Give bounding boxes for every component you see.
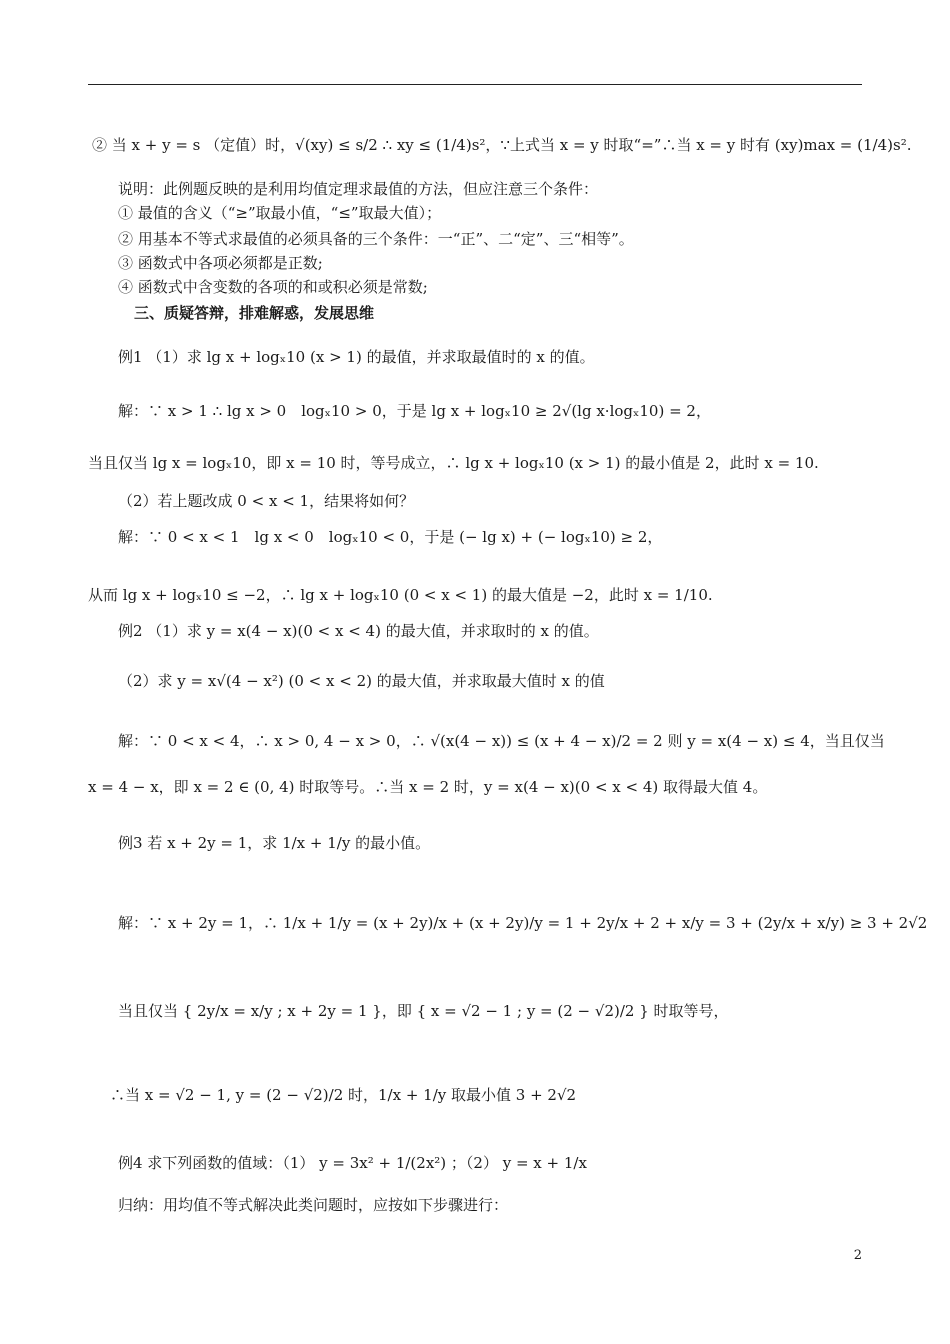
text-line: 例2 （1）求 y = x(4 − x)(0 < x < 4) 的最大值，并求取时的 x 的值。: [118, 622, 599, 640]
text-line: 解：∵ x > 1 ∴ lg x > 0 logₓ10 > 0，于是 lg x + logₓ10 ≥ 2√(lg x·logₓ10) = 2，: [118, 402, 711, 420]
text-line: 归纳：用均值不等式解决此类问题时，应按如下步骤进行：: [118, 1196, 509, 1214]
text-line: 从而 lg x + logₓ10 ≤ −2，∴ lg x + logₓ10 (0 < x < 1) 的最大值是 −2，此时 x = 1/10.: [88, 586, 713, 604]
text-line: ∴当 x = √2 − 1, y = (2 − √2)/2 时，1/x + 1/y 取最小值 3 + 2√2: [110, 1086, 577, 1104]
text-line: 例3 若 x + 2y = 1，求 1/x + 1/y 的最小值。: [118, 834, 431, 852]
page-number: 2: [853, 1248, 862, 1263]
text-line: ④ 函数式中含变数的各项的和或积必须是常数;: [118, 278, 428, 296]
text-line: x = 4 − x，即 x = 2 ∈ (0, 4) 时取等号。∴当 x = 2 时，y = x(4 − x)(0 < x < 4) 取得最大值 4。: [88, 778, 768, 796]
section-heading: 三、质疑答辩，排难解惑，发展思维: [134, 304, 375, 322]
text-line: 当且仅当 lg x = logₓ10，即 x = 10 时，等号成立，∴ lg x + logₓ10 (x > 1) 的最小值是 2，此时 x = 10.: [88, 454, 819, 472]
text-line: （2）若上题改成 0 < x < 1，结果将如何？: [118, 492, 415, 510]
text-line: ① 最值的含义（“≥”取最小值，“≤”取最大值）；: [118, 204, 442, 222]
text-line: 当且仅当 { 2y/x = x/y ; x + 2y = 1 }，即 { x = √2 − 1 ; y = (2 − √2)/2 } 时取等号，: [118, 1002, 729, 1020]
text-line: ② 当 x + y = s （定值）时，√(xy) ≤ s/2 ∴ xy ≤ (1/4)s²，∵上式当 x = y 时取“=”∴当 x = y 时有 (xy)max = (1/4)s².: [92, 136, 912, 154]
text-line: ③ 函数式中各项必须都是正数;: [118, 254, 323, 272]
text-line: 解：∵ x + 2y = 1，∴ 1/x + 1/y = (x + 2y)/x + (x + 2y)/y = 1 + 2y/x + 2 + x/y = 3 + (2y/x + x/y) ≥ 3 + 2√2: [118, 914, 928, 932]
text-line: 说明：此例题反映的是利用均值定理求最值的方法，但应注意三个条件：: [118, 180, 599, 198]
text-line: （2）求 y = x√(4 − x²) (0 < x < 2) 的最大值，并求取最大值时 x 的值: [118, 672, 605, 690]
text-line: ② 用基本不等式求最值的必须具备的三个条件：一“正”、二“定”、三“相等”。: [118, 230, 634, 248]
text-line: 解：∵ 0 < x < 4，∴ x > 0, 4 − x > 0，∴ √(x(4 − x)) ≤ (x + 4 − x)/2 = 2 则 y = x(4 − x) ≤ 4，当且仅当: [118, 732, 885, 750]
text-line: 例4 求下列函数的值域：（1） y = 3x² + 1/(2x²) ；（2） y = x + 1/x: [118, 1154, 587, 1172]
text-line: 解：∵ 0 < x < 1 lg x < 0 logₓ10 < 0，于是 (− lg x) + (− logₓ10) ≥ 2，: [118, 528, 663, 546]
header-rule: [88, 84, 862, 85]
text-line: 例1 （1）求 lg x + logₓ10 (x > 1) 的最值，并求取最值时的 x 的值。: [118, 348, 595, 366]
